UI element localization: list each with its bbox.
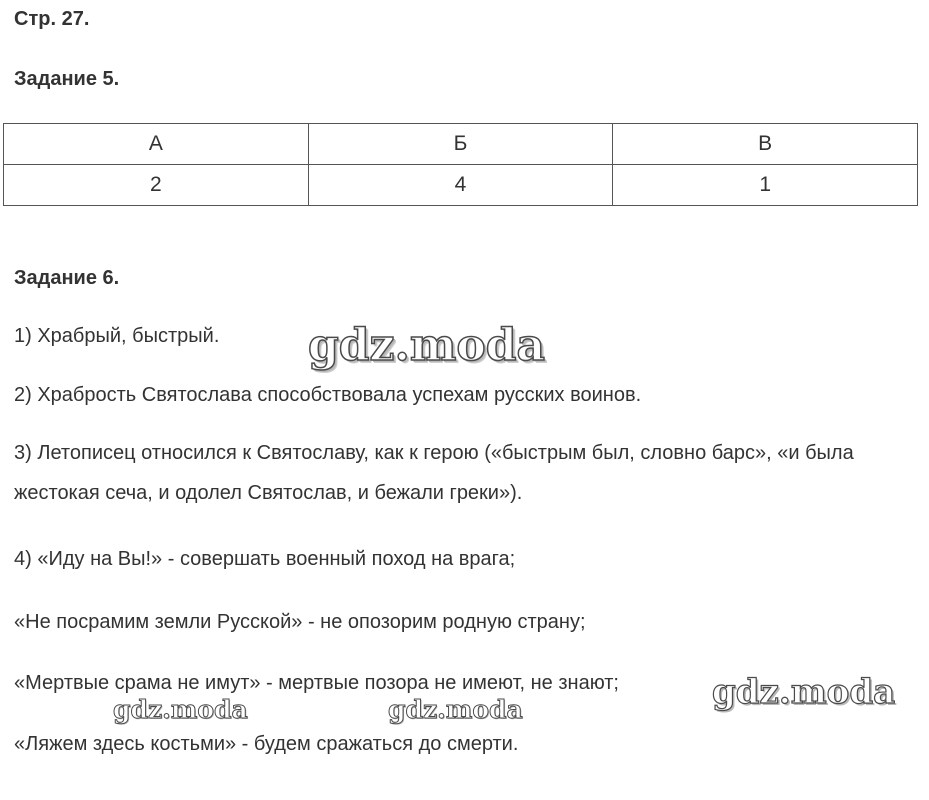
answer-1: 1) Храбрый, быстрый. [14,325,220,347]
answer-4: 4) «Иду на Вы!» - совершать военный поход на врага; [14,548,516,570]
answer-3: 3) Летописец относился к Святославу, как к герою («быстрым был, словно барс», «и была жестокая сеча, и одолел Святослав, и бежали греки»). [14,442,854,504]
watermark-logo-right: gdz.moda [712,672,896,712]
table-header-b: Б [308,124,613,165]
phrase-mertvye-srama: «Мертвые срама не имут» - мертвые позора не имеют, не знают; [14,672,619,694]
table-value-row [4,165,918,206]
answer-table [3,123,918,206]
task-5-title: Задание 5. [14,68,120,90]
table-header-v: В [613,124,918,165]
phrase-ne-posramim: «Не посрамим земли Русской» - не опозорим родную страну; [14,611,586,633]
task-6-title: Задание 6. [14,267,120,289]
watermark-logo-large: gdz.moda [308,320,546,371]
phrase-lyazhem-kostmi: «Ляжем здесь костьми» - будем сражаться до смерти. [14,733,519,755]
table-value-a: 2 [4,165,309,206]
table-header-a: А [4,124,309,165]
table-value-v: 1 [613,165,918,206]
table-value-b: 4 [308,165,613,206]
watermark-logo-center: gdz.moda [388,695,523,724]
page-reference: Стр. 27. [14,8,90,30]
watermark-logo-left: gdz.moda [113,695,248,724]
table-header-row [4,124,918,165]
answer-2: 2) Храбрость Святослава способствовала успехам русских воинов. [14,384,642,406]
